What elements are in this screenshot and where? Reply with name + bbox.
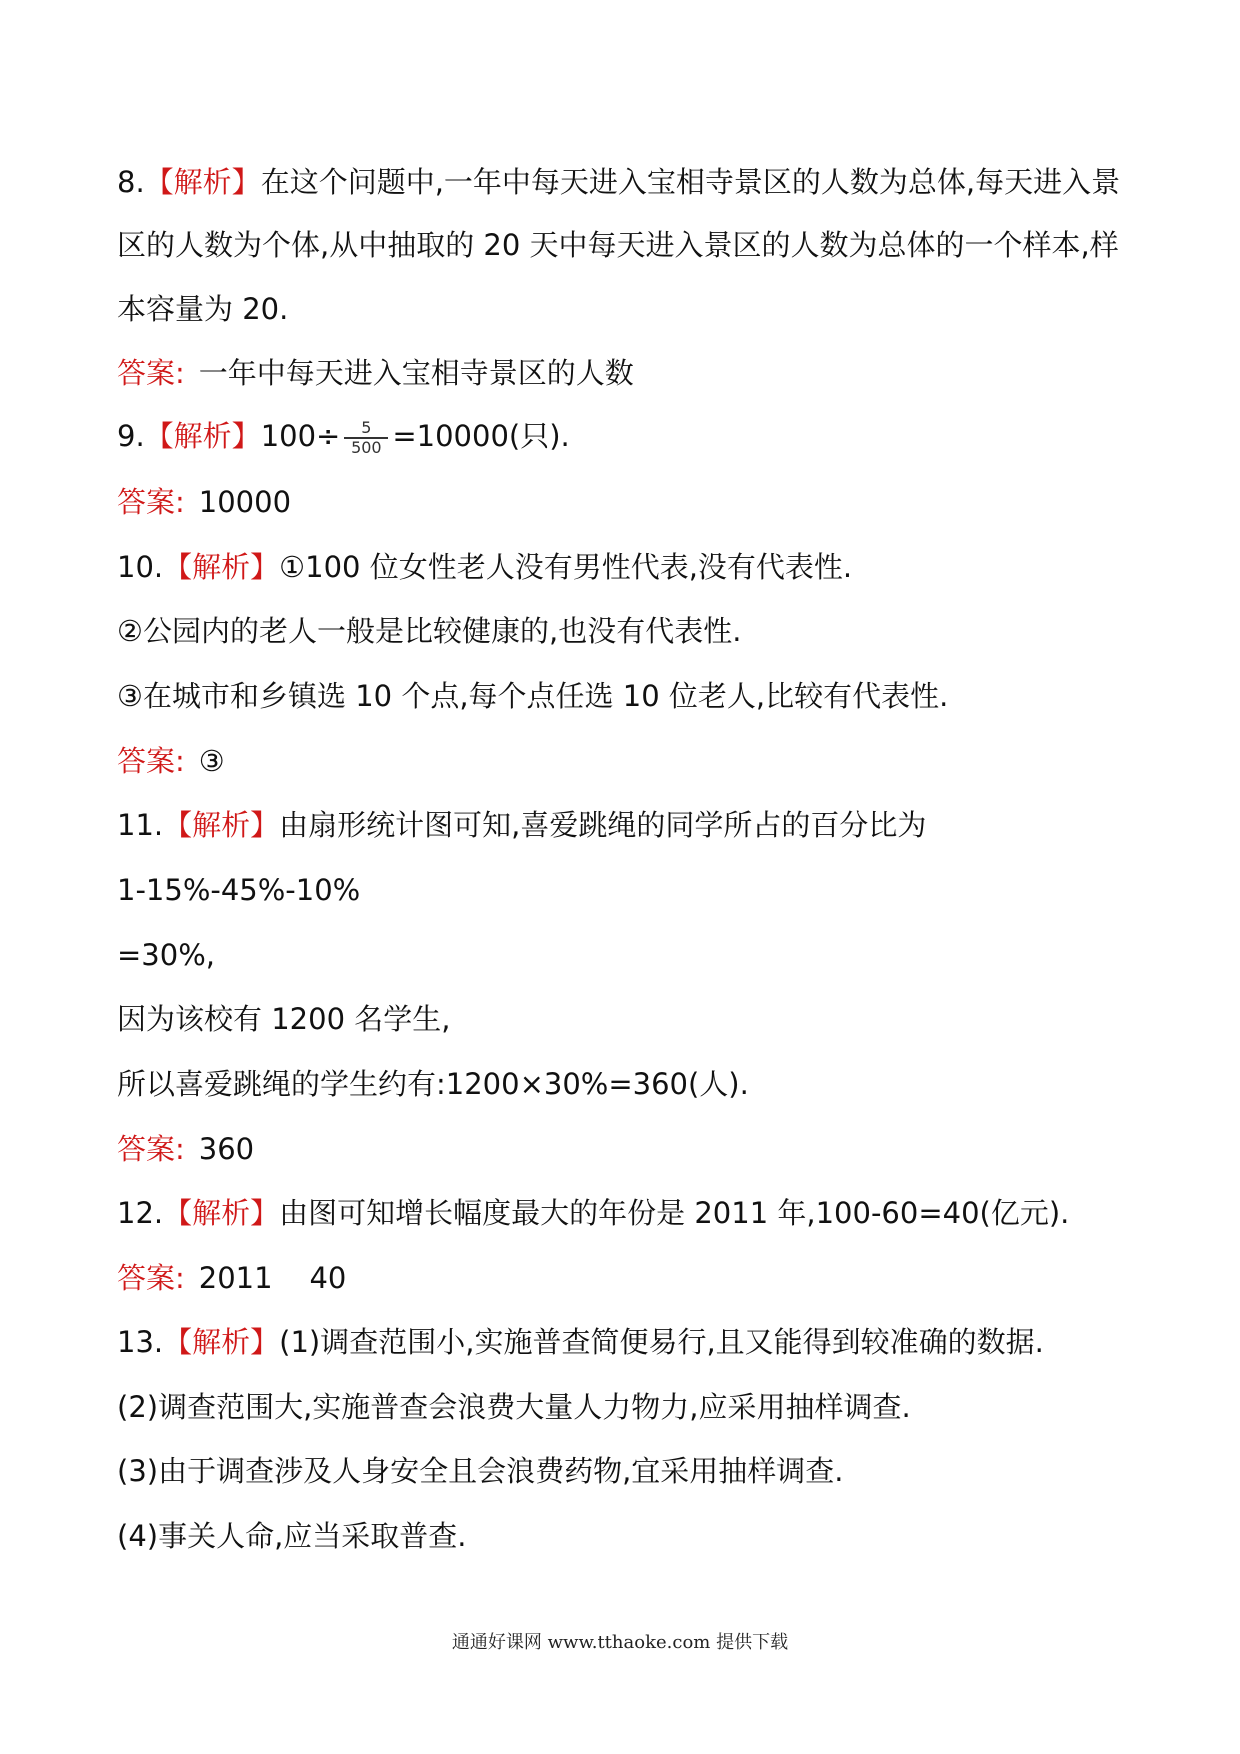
q9-answer-label: 答案: xyxy=(117,485,185,519)
q11-answer xyxy=(117,1129,1127,1169)
q8-text-1: 在这个问题中,一年中每天进入宝相寺景区的人数为总体,每天进入景 xyxy=(260,165,1121,199)
q11-line-1 xyxy=(117,805,1127,845)
q9-analysis-tag: 【解析】 xyxy=(144,419,261,453)
q13-number: 13. xyxy=(117,1325,164,1359)
q10-answer xyxy=(117,741,1127,781)
q11-answer-label: 答案: xyxy=(117,1132,185,1166)
q13-line-1 xyxy=(117,1322,1127,1362)
page-footer: 通通好课网 www.tthaoke.com 提供下载 xyxy=(451,1632,789,1653)
q11-line-5: 所以喜爱跳绳的学生约有:1200×30%=360(人). xyxy=(117,1067,749,1101)
q13-text-1: (1)调查范围小,实施普查简便易行,且又能得到较准确的数据. xyxy=(279,1325,1044,1359)
q10-line-1 xyxy=(117,547,1127,587)
q12-text-1: 由图可知增长幅度最大的年份是 2011 年,100-60=40(亿元). xyxy=(279,1196,1070,1230)
q8-line-2: 区的人数为个体,从中抽取的 20 天中每天进入景区的人数为总体的一个样本,样 xyxy=(117,228,1119,262)
q8-answer-value: 一年中每天进入宝相寺景区的人数 xyxy=(198,356,634,390)
q11-line-4: 因为该校有 1200 名学生, xyxy=(117,1002,451,1036)
q8-answer xyxy=(117,353,1127,393)
q8-line-3: 本容量为 20. xyxy=(117,292,289,326)
q9-fraction-numerator: 5 xyxy=(361,418,372,437)
q9-number: 9. xyxy=(117,419,145,453)
q8-line-1 xyxy=(117,162,1127,202)
q10-analysis-tag: 【解析】 xyxy=(163,550,280,584)
q11-line-3: =30%, xyxy=(117,938,215,972)
q13-line-2: (2)调查范围大,实施普查会浪费大量人力物力,应采用抽样调查. xyxy=(117,1390,911,1424)
q10-line-3: ③在城市和乡镇选 10 个点,每个点任选 10 位老人,比较有代表性. xyxy=(117,679,949,713)
q11-text-1: 由扇形统计图可知,喜爱跳绳的同学所占的百分比为 xyxy=(279,808,927,842)
q11-analysis-tag: 【解析】 xyxy=(163,808,280,842)
q10-answer-label: 答案: xyxy=(117,744,185,778)
q12-answer-value: 2011 40 xyxy=(198,1261,347,1295)
q12-answer-label: 答案: xyxy=(117,1261,185,1295)
q12-number: 12. xyxy=(117,1196,164,1230)
q9-answer xyxy=(117,482,1127,522)
q12-analysis-tag: 【解析】 xyxy=(163,1196,280,1230)
q9-fraction xyxy=(344,419,388,457)
q9-line-1 xyxy=(117,416,1127,457)
q9-expr-before: 100÷ xyxy=(260,419,341,453)
q8-analysis-tag: 【解析】 xyxy=(144,165,261,199)
q12-line-1 xyxy=(117,1193,1127,1233)
q11-answer-value: 360 xyxy=(198,1132,255,1166)
q10-text-1: ①100 位女性老人没有男性代表,没有代表性. xyxy=(279,550,853,584)
q9-answer-value: 10000 xyxy=(198,485,292,519)
q11-line-2: 1-15%-45%-10% xyxy=(117,873,361,907)
q8-answer-label: 答案: xyxy=(117,356,185,390)
q12-answer xyxy=(117,1258,1127,1298)
q9-expr-after: =10000(只). xyxy=(392,419,570,453)
q10-answer-value: ③ xyxy=(198,744,225,778)
q10-line-2: ②公园内的老人一般是比较健康的,也没有代表性. xyxy=(117,614,742,648)
q11-number: 11. xyxy=(117,808,164,842)
q10-number: 10. xyxy=(117,550,164,584)
q13-line-3: (3)由于调查涉及人身安全且会浪费药物,宜采用抽样调查. xyxy=(117,1454,844,1488)
q13-analysis-tag: 【解析】 xyxy=(163,1325,280,1359)
q13-line-4: (4)事关人命,应当采取普查. xyxy=(117,1519,467,1553)
q9-fraction-denominator: 500 xyxy=(351,438,382,457)
q8-number: 8. xyxy=(117,165,145,199)
